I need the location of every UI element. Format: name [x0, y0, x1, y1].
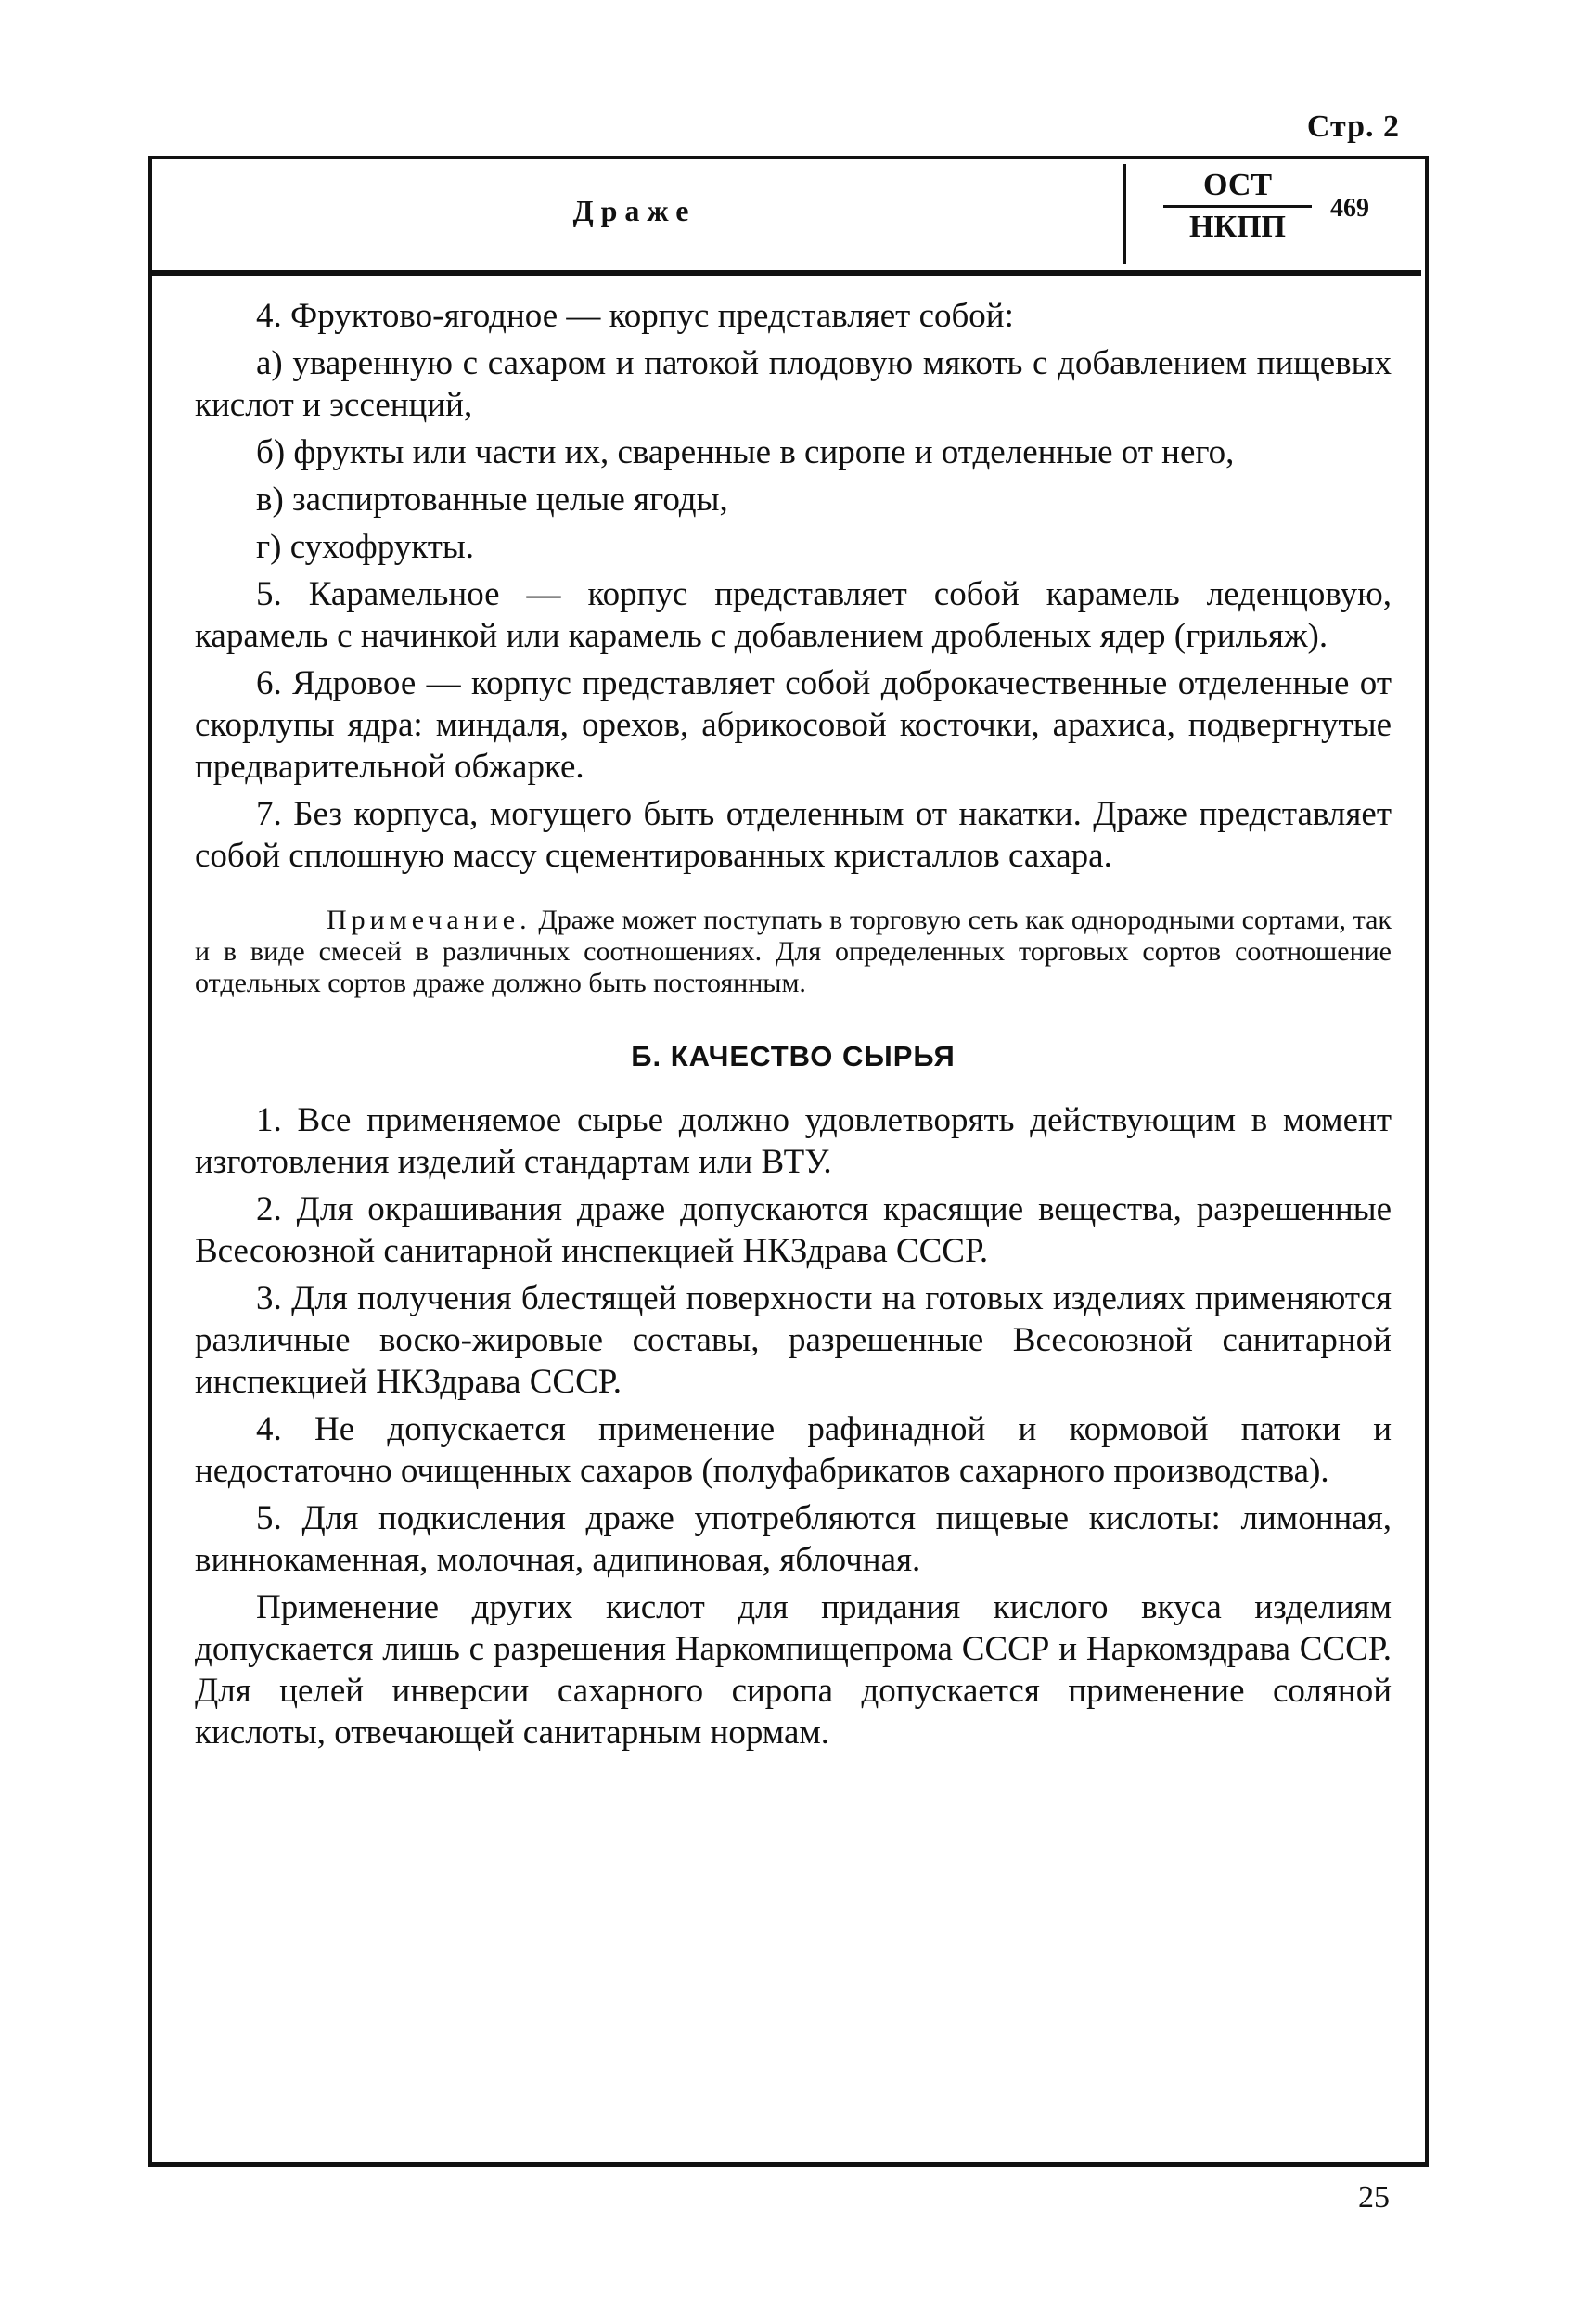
paragraph: 4. Не допускается применение рафинадной и кормовой патоки и недостаточно очищенных сахаров (полуфабрикатов сахарного производства). [195, 1410, 1392, 1490]
note-label: Примечание. [327, 905, 532, 935]
paragraph: б) фрукты или части их, сваренные в сиропе и отделенные от него, [256, 433, 1235, 471]
paragraph: 3. Для получения блестящей поверхности на готовых изделиях применяются различные воско-жировые составы, разрешенные Всесоюзной санитарной инспекцией НКЗдрава СССР. [195, 1279, 1392, 1401]
standard-code-bottom: НКПП [1189, 210, 1286, 244]
page-label-top: Стр. 2 [1306, 109, 1400, 144]
frame-bottom-rule [148, 2162, 1429, 2167]
paragraph: 4. Фруктово-ягодное — корпус представляет собой: [256, 297, 1014, 335]
standard-code [1163, 168, 1312, 245]
paragraph: 7. Без корпуса, могущего быть отделенным от накатки. Драже представляет собой сплошную массу сцементированных кристаллов сахара. [195, 795, 1392, 875]
header-title: Драже [572, 194, 697, 227]
note-text: Драже может поступать в торговую сеть как однородными сортами, так и в виде смесей в различных соотношениях. Для определенных торговых сортов соотношение отдельных сортов драже должно быть постоянным. [195, 905, 1392, 998]
section-heading: Б. КАЧЕСТВО СЫРЬЯ [631, 1040, 956, 1072]
paragraph: 2. Для окрашивания драже допускаются красящие вещества, разрешенные Всесоюзной санитарной инспекцией НКЗдрава СССР. [195, 1190, 1392, 1270]
paragraph: а) уваренную с сахаром и патокой плодовую мякоть с добавлением пищевых кислот и эссенций, [195, 344, 1392, 424]
paragraph: Применение других кислот для придания кислого вкуса изделиям допускается лишь с разрешения Наркомпищепрома СССР и Наркомздрава СССР. Для целей инверсии сахарного сиропа допускается применение соляной кислоты, отвечающей санитарным нормам. [195, 1588, 1392, 1752]
paragraph: 1. Все применяемое сырье должно удовлетворять действующим в момент изготовления изделий стандартам или ВТУ. [195, 1101, 1392, 1181]
header-divider [1123, 164, 1126, 264]
note [195, 905, 1392, 999]
standard-code-top: ОСТ [1163, 168, 1312, 208]
document-header [152, 159, 1421, 276]
paragraph: в) заспиртованные целые ягоды, [256, 481, 728, 519]
standard-number: 469 [1330, 194, 1369, 223]
paragraph: 5. Карамельное — корпус представляет собой карамель леденцовую, карамель с начинкой или карамель с добавлением дробленых ядер (грильяж). [195, 575, 1392, 655]
paragraph: 5. Для подкисления драже употребляются пищевые кислоты: лимонная, виннокаменная, молочная, адипиновая, яблочная. [195, 1499, 1392, 1579]
document-body [195, 295, 1392, 1759]
page-number: 25 [1358, 2180, 1390, 2215]
paragraph: г) сухофрукты. [256, 528, 475, 566]
paragraph: 6. Ядровое — корпус представляет собой доброкачественные отделенные от скорлупы ядра: миндаля, орехов, абрикосовой косточки, арахиса, подвергнутые предварительной обжарке. [195, 664, 1392, 786]
